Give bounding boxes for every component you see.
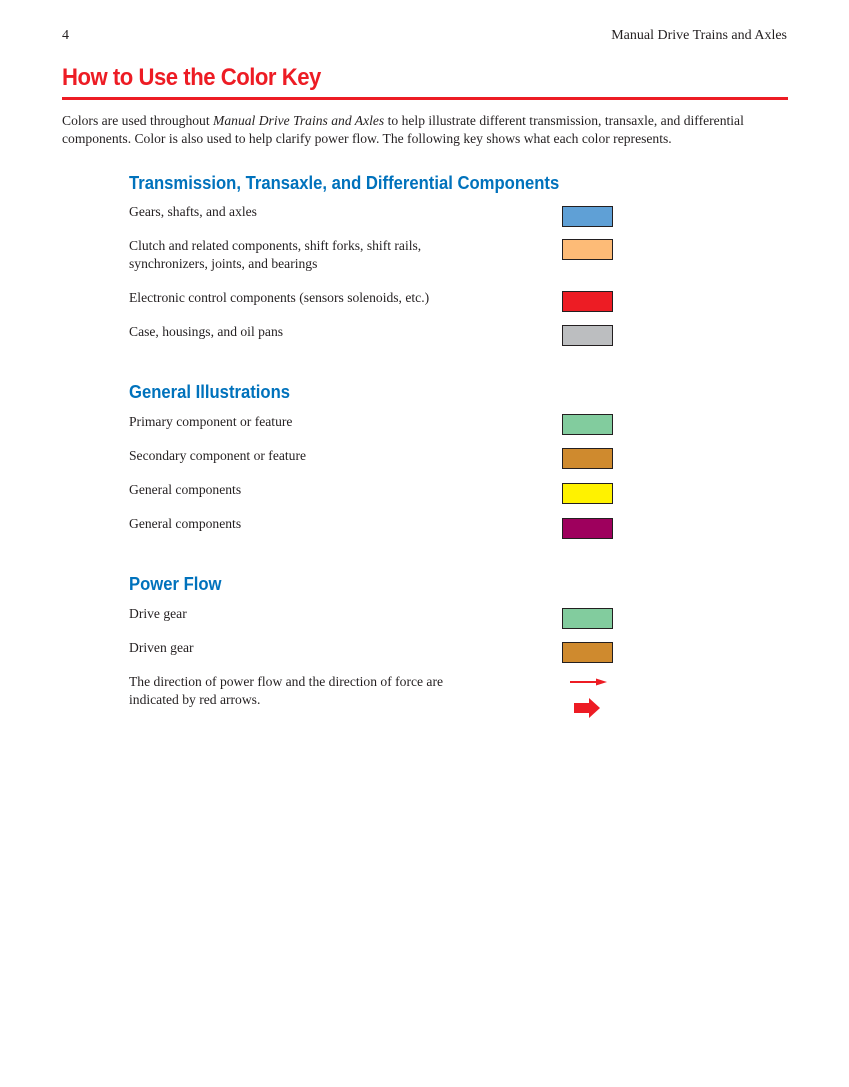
- key-label: Secondary component or feature: [129, 448, 307, 463]
- key-label: Gears, shafts, and axles: [129, 204, 257, 219]
- thin-arrow-icon: [568, 676, 610, 688]
- intro-text: to help illustrate different transmission, transaxle, and differential components. Color is also used to help clarify power flow. The following key shows what each color represents.: [62, 113, 744, 146]
- color-swatch: [562, 291, 613, 312]
- color-swatch: [562, 518, 613, 539]
- color-swatch: [562, 483, 613, 504]
- section-heading-components: Transmission, Transaxle, and Differential Components: [129, 172, 560, 193]
- color-swatch: [562, 325, 613, 346]
- thick-arrow-icon: [572, 698, 604, 718]
- color-swatch: [562, 206, 613, 227]
- running-header: Manual Drive Trains and Axles: [611, 28, 787, 43]
- key-label: Electronic control components (sensors solenoids, etc.): [129, 290, 430, 305]
- key-label: General components: [129, 482, 242, 497]
- key-label: Primary component or feature: [129, 414, 293, 429]
- color-swatch: [562, 239, 613, 260]
- color-swatch: [562, 642, 613, 663]
- title-rule: [62, 97, 788, 100]
- page-title: How to Use the Color Key: [62, 64, 321, 91]
- key-label: Drive gear: [129, 606, 187, 621]
- section-heading-general: General Illustrations: [129, 381, 291, 402]
- color-swatch: [562, 608, 613, 629]
- key-label: Driven gear: [129, 640, 194, 655]
- color-swatch: [562, 448, 613, 469]
- book-title: Manual Drive Trains and Axles: [213, 113, 385, 128]
- section-heading-power-flow: Power Flow: [129, 573, 222, 594]
- key-label: Case, housings, and oil pans: [129, 324, 284, 339]
- intro-text: Colors are used throughout: [62, 113, 214, 128]
- key-label: General components: [129, 516, 242, 531]
- page-number: 4: [62, 28, 69, 43]
- key-label: Clutch and related components, shift forks, shift rails, synchronizers, joints, and bearings: [129, 238, 422, 271]
- color-swatch: [562, 414, 613, 435]
- intro-paragraph: [62, 112, 792, 148]
- key-label: The direction of power flow and the direction of force are indicated by red arrows.: [129, 674, 444, 707]
